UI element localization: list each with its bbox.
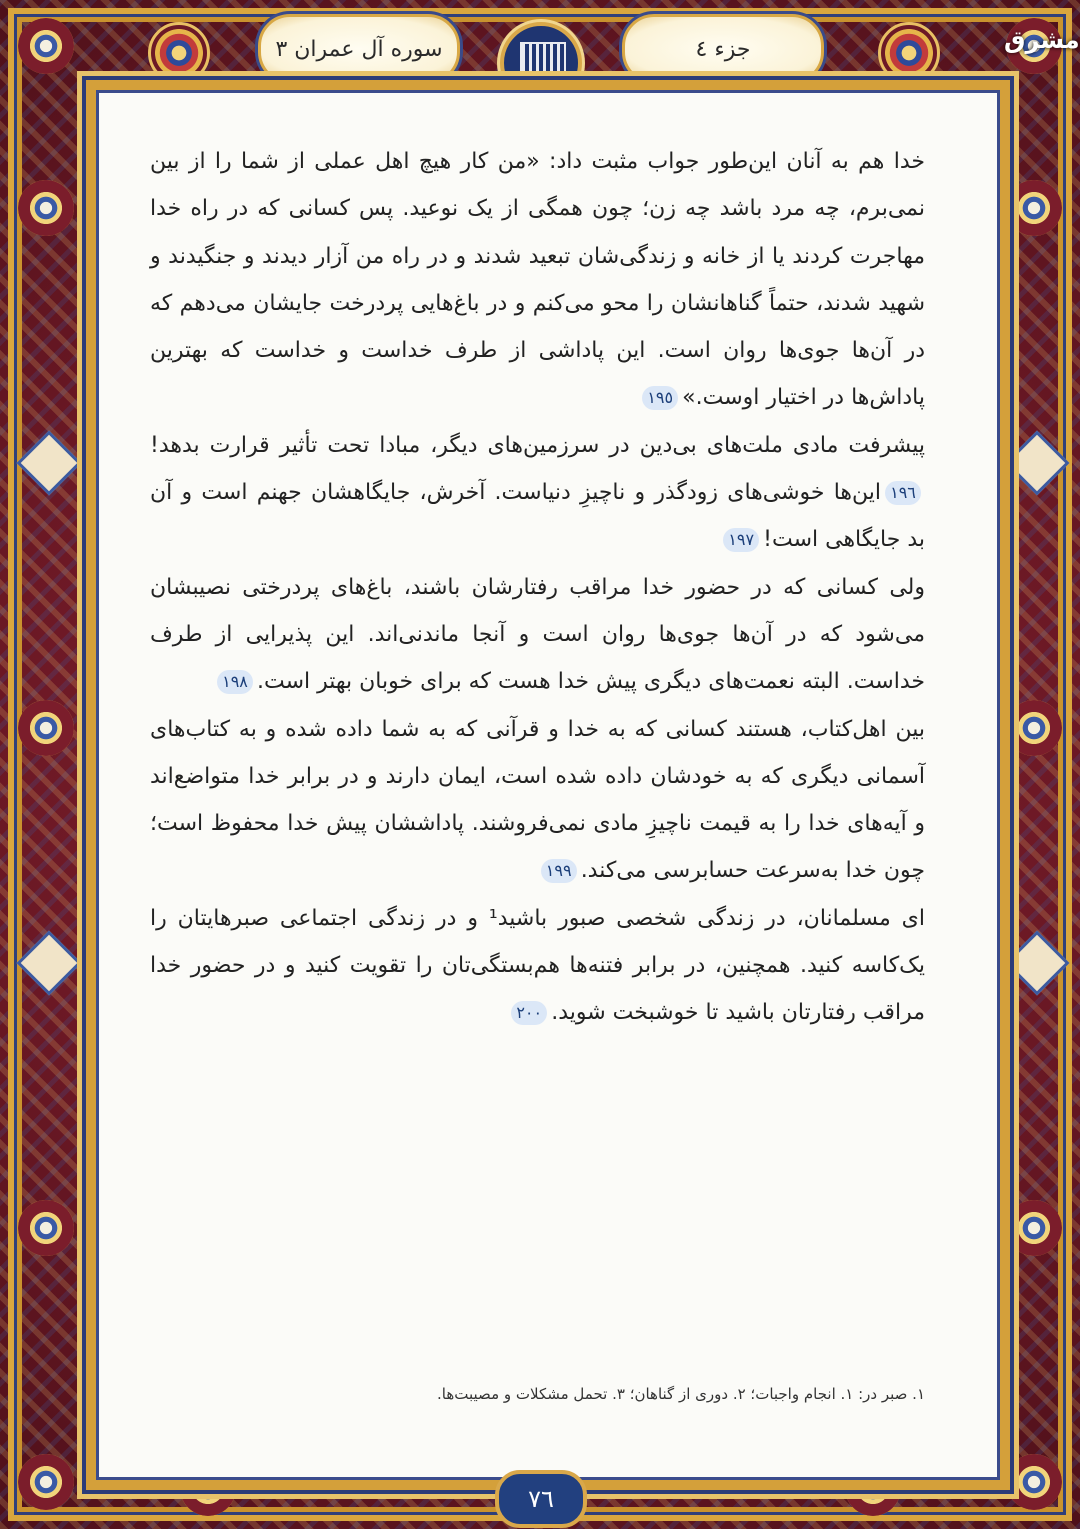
verse-number-badge: ١٩٥ [642,386,678,410]
verse-number-badge: ٢٠٠ [511,1001,547,1025]
surah-title-text: سوره آل عمران ٣ [275,36,443,62]
juz-label [622,14,824,84]
paragraph: بین اهل‌کتاب، هستند کسانی که به خدا و قرآنی که به شما داده شده و به کتاب‌های آسمانی دیگری که به خودشان داده شده است، ایمان دارند و در برابر خدا متواضع‌اند و آیه‌های خدا را به قیمت ناچیزِ مادی نمی‌فروشند. پاداششان پیش خدا محفوظ است؛ چون خدا به‌سرعت حسابرسی می‌کند.١٩٩ [150,716,925,884]
verse-number-badge: ١٩٩ [541,859,577,883]
border-rosette-icon [18,1200,74,1256]
border-rosette-icon [1006,1200,1062,1256]
border-rosette-icon [1006,180,1062,236]
border-rosette-icon [18,700,74,756]
surah-title [258,14,460,84]
footnote: ١. صبر در: ١. انجام واجبات؛ ٢. دوری از گناهان؛ ٣. تحمل مشکلات و مصیبت‌ها. [437,1385,925,1403]
paragraph: ولی کسانی که در حضور خدا مراقب رفتارشان باشند، باغ‌های پردرختی نصیبشان می‌شود که در آن‌ها جوی‌ها روان است و آنجا ماندنی‌اند. این پذیرایی از طرف خداست. البته نعمت‌های دیگری پیش خدا هست که برای خوبان بهتر است.١٩٨ [150,574,925,695]
juz-label-text: جزء ٤ [695,36,751,62]
paragraph: ای مسلمانان، در زندگی شخصی صبور باشید¹ و در زندگی اجتماعی صبرهایتان را یک‌کاسه کنید. همچنین، در برابر فتنه‌ها هم‌بستگی‌تان را تقویت کنید و در حضور خدا مراقب رفتارتان باشید تا خوشبخت شوید.٢٠٠ [150,905,925,1026]
border-rosette-icon [18,18,74,74]
verse-number-badge: ١٩٧ [723,528,759,552]
paragraph: پیشرفت مادی ملت‌های بی‌دین در سرزمین‌های دیگر، مبادا تحت تأثیر قرارت بدهد!١٩٦این‌ها خوشی‌های زودگذر و ناچیزِ دنیاست. آخرش، جایگاهشان جهنم است و آن بد جایگاهی است!١٩٧ [150,432,925,553]
border-rosette-icon [1006,700,1062,756]
page-number: ٧٦ [495,1470,587,1528]
border-rosette-icon [18,1454,74,1510]
mashregh-logo: مشرق [1004,26,1080,54]
verse-number-badge: ١٩٦ [885,481,921,505]
paragraph: خدا هم به آنان این‌طور جواب مثبت داد: «من کار هیچ اهل عملی از شما را از بین نمی‌برم، چه مرد باشد چه زن؛ چون همگی از یک نوعید. پس کسانی که در راه خدا مهاجرت کردند یا از خانه و زندگی‌شان تبعید شدند و در راه من آزار دیدند و جنگیدند و شهید شدند، حتماً گناهانشان را محو می‌کنم و در باغ‌هایی پردرخت جایشان می‌دهم که در آن‌ها جوی‌ها روان است. این پاداشی از طرف خداست و خداست که بهترین پاداش‌ها در اختیار اوست.»١٩٥ [150,149,925,411]
border-rosette-icon [18,180,74,236]
verse-number-badge: ١٩٨ [217,670,253,694]
border-rosette-icon [1006,1454,1062,1510]
translation-text [150,138,925,1037]
corner-medallion-icon [148,22,210,84]
corner-medallion-icon [878,22,940,84]
